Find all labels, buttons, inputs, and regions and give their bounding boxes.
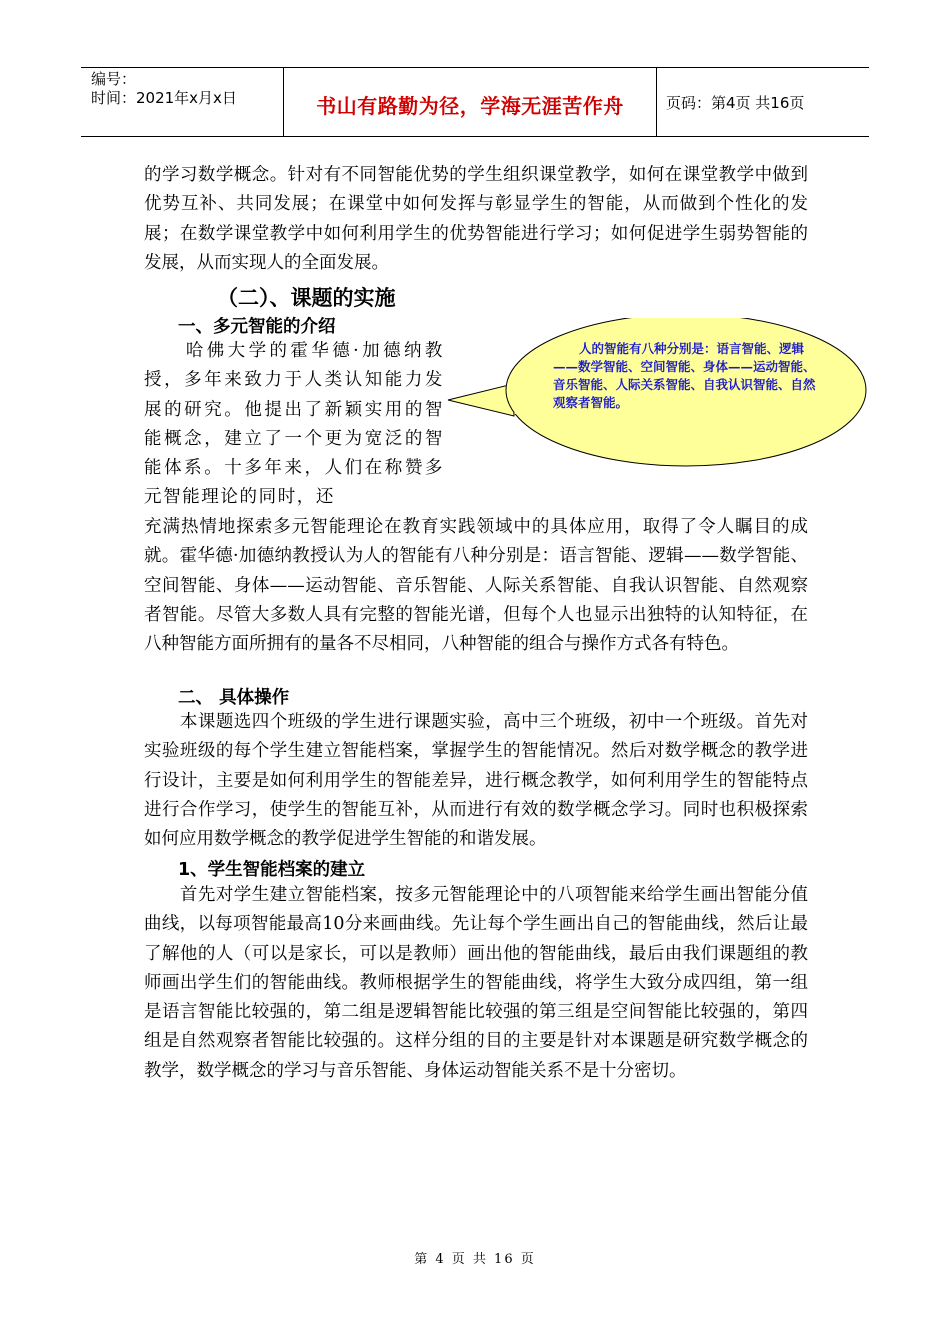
paragraph-operation: 本课题选四个班级的学生进行课题实验，高中三个班级，初中一个班级。首先对实验班级的每个学生建立智能档案，掌握学生的智能情况。然后对数学概念的教学进行设计，主要是如何利用学生的智能差异，进行概念教学，如何利用学生的智能特点进行合作学习，使学生的智能互补，从而进行有效的数学概念学习。同时也积极探索如何应用数学概念的教学促进学生智能的和谐发展。 — [144, 712, 808, 850]
header-divider — [656, 68, 657, 136]
paragraph-gardner-wrap: 哈佛大学的霍华德·加德纳教授，多年来致力于人类认知能力发展的研究。他提出了新颖实用的智能概念，建立了一个更为宽泛的智能体系。十多年来，人们在称赞多元智能理论的同时，还 — [144, 341, 444, 508]
page-header — [81, 67, 869, 137]
callout-bubble — [440, 318, 880, 488]
heading-operation: 二、 具体操作 — [178, 688, 290, 708]
page-footer: 第 4 页 共 16 页 — [414, 1252, 536, 1267]
heading-intro-mi: 一、多元智能的介绍 — [178, 317, 336, 337]
heading-profile: 1、学生智能档案的建立 — [178, 860, 366, 880]
date-label: 时间：2021年x月x日 — [91, 89, 237, 107]
paragraph-gardner-rest: 充满热情地探索多元智能理论在教育实践领域中的具体应用，取得了令人瞩目的成就。霍华德·加德纳教授认为人的智能有八种分别是：语言智能、逻辑——数学智能、空间智能、身体——运动智能、音乐智能、人际关系智能、自我认识智能、自然观察者智能。尽管大多数人具有完整的智能光谱，但每个人也显示出独特的认知特征，在八种智能方面所拥有的量各不尽相同，八种智能的组合与操作方式各有特色。 — [144, 517, 808, 655]
header-page-info: 页码：第4页 共16页 — [666, 94, 805, 112]
section-title: （二）、课题的实施 — [217, 286, 396, 310]
intro-paragraph: 的学习数学概念。针对有不同智能优势的学生组织课堂教学，如何在课堂教学中做到优势互补、共同发展；在课堂中如何发挥与彰显学生的智能，从而做到个性化的发展；在数学课堂教学中如何利用学生的优势智能进行学习；如何促进学生弱势智能的发展，从而实现人的全面发展。 — [144, 165, 808, 273]
callout-text: 人的智能有八种分别是：语言智能、逻辑——数学智能、空间智能、身体——运动智能、音乐智能、人际关系智能、自我认识智能、自然观察者智能。 — [553, 341, 816, 410]
paragraph-profile: 首先对学生建立智能档案，按多元智能理论中的八项智能来给学生画出智能分值曲线，以每项智能最高10分来画曲线。先让每个学生画出自己的智能曲线，然后让最了解他的人（可以是家长，可以是教师）画出他的智能曲线，最后由我们课题组的教师画出学生们的智能曲线。教师根据学生的智能曲线，将学生大致分成四组，第一组是语言智能比较强的，第二组是逻辑智能比较强的第三组是空间智能比较强的，第四组是自然观察者智能比较强的。这样分组的目的主要是针对本课题是研究数学概念的教学，数学概念的学习与音乐智能、身体运动智能关系不是十分密切。 — [144, 885, 808, 1081]
serial-label: 编号： — [91, 70, 137, 88]
header-motto: 书山有路勤为径，学海无涯苦作舟 — [316, 94, 624, 118]
header-meta — [91, 70, 237, 108]
